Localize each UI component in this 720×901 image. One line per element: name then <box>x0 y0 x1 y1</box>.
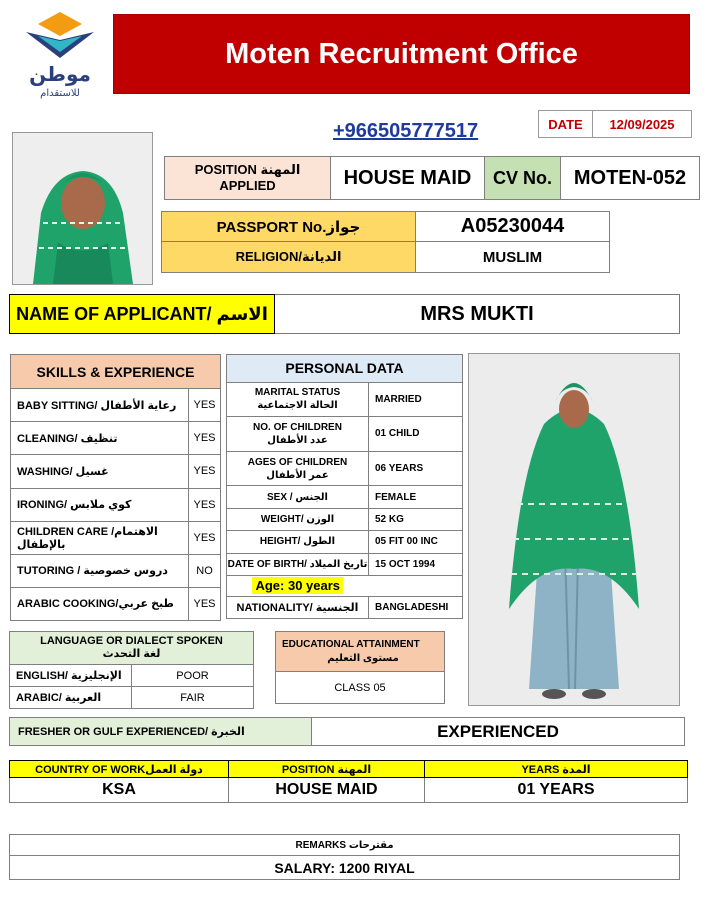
personal-value: 15 OCT 1994 <box>369 553 463 575</box>
skill-row <box>11 587 221 620</box>
position-table <box>164 156 700 200</box>
work-header-position: POSITION المهنة <box>229 761 425 778</box>
language-row <box>10 687 254 709</box>
logo-subtext: للاستقدام <box>40 88 80 99</box>
education-title <box>276 632 445 672</box>
education-table <box>275 631 445 704</box>
personal-label-en: SEX / الجنس <box>267 491 328 503</box>
personal-table <box>226 354 463 619</box>
cv-value: MOTEN-052 <box>561 157 700 200</box>
passport-label: PASSPORT No.جواز <box>162 212 416 242</box>
skill-label: IRONING/ كوي ملابس <box>11 488 189 521</box>
nationality-value: BANGLADESHI <box>369 596 463 618</box>
age-value: Age: 30 years <box>252 577 343 594</box>
personal-label <box>227 451 369 486</box>
personal-label <box>227 553 369 575</box>
cv-label: CV No. <box>485 157 561 200</box>
language-label: ARABIC/ العربية <box>10 687 132 709</box>
full-photo-image <box>469 354 679 705</box>
work-header-country: COUNTRY OF WORKدولة العمل <box>10 761 229 778</box>
religion-value: MUSLIM <box>416 242 610 273</box>
logo-text: موطن <box>29 64 91 86</box>
work-position: HOUSE MAID <box>229 778 425 803</box>
personal-value: 06 YEARS <box>369 451 463 486</box>
personal-row <box>227 417 463 452</box>
skill-value: YES <box>189 587 221 620</box>
date-label: DATE <box>539 111 593 138</box>
education-title-en: EDUCATIONAL ATTAINMENT <box>282 638 420 650</box>
personal-label-en: WEIGHT/ الوزن <box>260 514 335 526</box>
personal-row <box>227 553 463 575</box>
remarks-value: SALARY: 1200 RIYAL <box>10 856 680 880</box>
personal-label-ar: عمر الأطفال <box>266 469 329 481</box>
language-title <box>10 632 254 665</box>
page-title: Moten Recruitment Office <box>113 14 690 94</box>
skill-value: YES <box>189 488 221 521</box>
skill-row <box>11 389 221 422</box>
personal-label <box>227 382 369 417</box>
skill-row <box>11 488 221 521</box>
personal-label-en: DATE OF BIRTH/ تاريخ الميلاد <box>227 558 368 570</box>
personal-label-ar: الحالة الاجتماعية <box>257 400 338 412</box>
experience-label: FRESHER OR GULF EXPERIENCED/ الخبرة <box>10 718 312 746</box>
personal-row <box>227 486 463 508</box>
personal-value: MARRIED <box>369 382 463 417</box>
experience-value: EXPERIENCED <box>312 718 685 746</box>
personal-label-en: HEIGHT/ الطول <box>259 536 336 548</box>
language-row <box>10 665 254 687</box>
skill-value: YES <box>189 455 221 488</box>
skill-value: NO <box>189 554 221 587</box>
position-value: HOUSE MAID <box>331 157 485 200</box>
applicant-full-photo <box>468 353 680 706</box>
personal-value: 05 FIT 00 INC <box>369 531 463 553</box>
work-years: 01 YEARS <box>425 778 688 803</box>
skill-value: YES <box>189 389 221 422</box>
skill-row <box>11 554 221 587</box>
skill-row <box>11 422 221 455</box>
portrait-image <box>13 133 152 284</box>
phone-number[interactable]: +966505777517 <box>333 120 479 142</box>
education-value: CLASS 05 <box>276 672 445 704</box>
skill-row <box>11 455 221 488</box>
personal-row <box>227 451 463 486</box>
personal-label-en: AGES OF CHILDREN <box>247 456 348 468</box>
personal-row <box>227 382 463 417</box>
skills-table <box>10 354 221 621</box>
name-label: NAME OF APPLICANT/ الاسم <box>10 295 275 334</box>
work-table <box>9 760 688 803</box>
skill-label: CLEANING/ تنظيف <box>11 422 189 455</box>
skill-value: YES <box>189 521 221 554</box>
personal-row <box>227 531 463 553</box>
skill-label: WASHING/ غسيل <box>11 455 189 488</box>
language-title-ar: لغة التحدث <box>102 648 161 660</box>
passport-table <box>161 211 610 273</box>
skills-title: SKILLS & EXPERIENCE <box>11 355 221 389</box>
language-value: POOR <box>132 665 254 687</box>
position-label: POSITION المهنة APPLIED <box>165 157 331 200</box>
language-label: ENGLISH/ الإنجليزية <box>10 665 132 687</box>
personal-label <box>227 508 369 530</box>
personal-value: 52 KG <box>369 508 463 530</box>
nationality-label: NATIONALITY/ الجنسية <box>227 596 369 618</box>
remarks-label: REMARKS مقترحات <box>10 835 680 856</box>
personal-label <box>227 486 369 508</box>
personal-label-en: MARITAL STATUS <box>254 387 341 399</box>
skill-label: TUTORING / دروس خصوصية <box>11 554 189 587</box>
personal-label <box>227 531 369 553</box>
language-title-en: LANGUAGE OR DIALECT SPOKEN <box>40 635 223 647</box>
religion-label: RELIGION/الديانة <box>162 242 416 273</box>
experience-table <box>9 717 685 746</box>
skill-label: ARABIC COOKING/طبخ عربي <box>11 587 189 620</box>
language-value: FAIR <box>132 687 254 709</box>
applicant-portrait <box>12 132 153 285</box>
passport-value: A05230044 <box>416 212 610 242</box>
name-table <box>9 294 680 334</box>
date-box <box>538 110 692 138</box>
personal-row <box>227 508 463 530</box>
date-value: 12/09/2025 <box>593 111 692 138</box>
personal-value: FEMALE <box>369 486 463 508</box>
personal-label-en: NO. OF CHILDREN <box>253 421 342 433</box>
personal-label <box>227 417 369 452</box>
skill-value: YES <box>189 422 221 455</box>
work-country: KSA <box>10 778 229 803</box>
skill-row <box>11 521 221 554</box>
personal-value: 01 CHILD <box>369 417 463 452</box>
education-title-ar: مستوى التعليم <box>327 652 399 664</box>
work-header-years: YEARS المدة <box>425 761 688 778</box>
remarks-table <box>9 834 680 880</box>
personal-label-ar: عدد الأطفال <box>267 434 328 446</box>
logo-icon <box>20 10 100 62</box>
skill-label: BABY SITTING/ رعاية الأطفال <box>11 389 189 422</box>
language-table <box>9 631 254 709</box>
name-value: MRS MUKTI <box>275 295 680 334</box>
personal-title: PERSONAL DATA <box>227 355 463 383</box>
age-cell <box>227 576 369 596</box>
skill-label: CHILDREN CARE /الاهتمام بالإطفال <box>11 521 189 554</box>
